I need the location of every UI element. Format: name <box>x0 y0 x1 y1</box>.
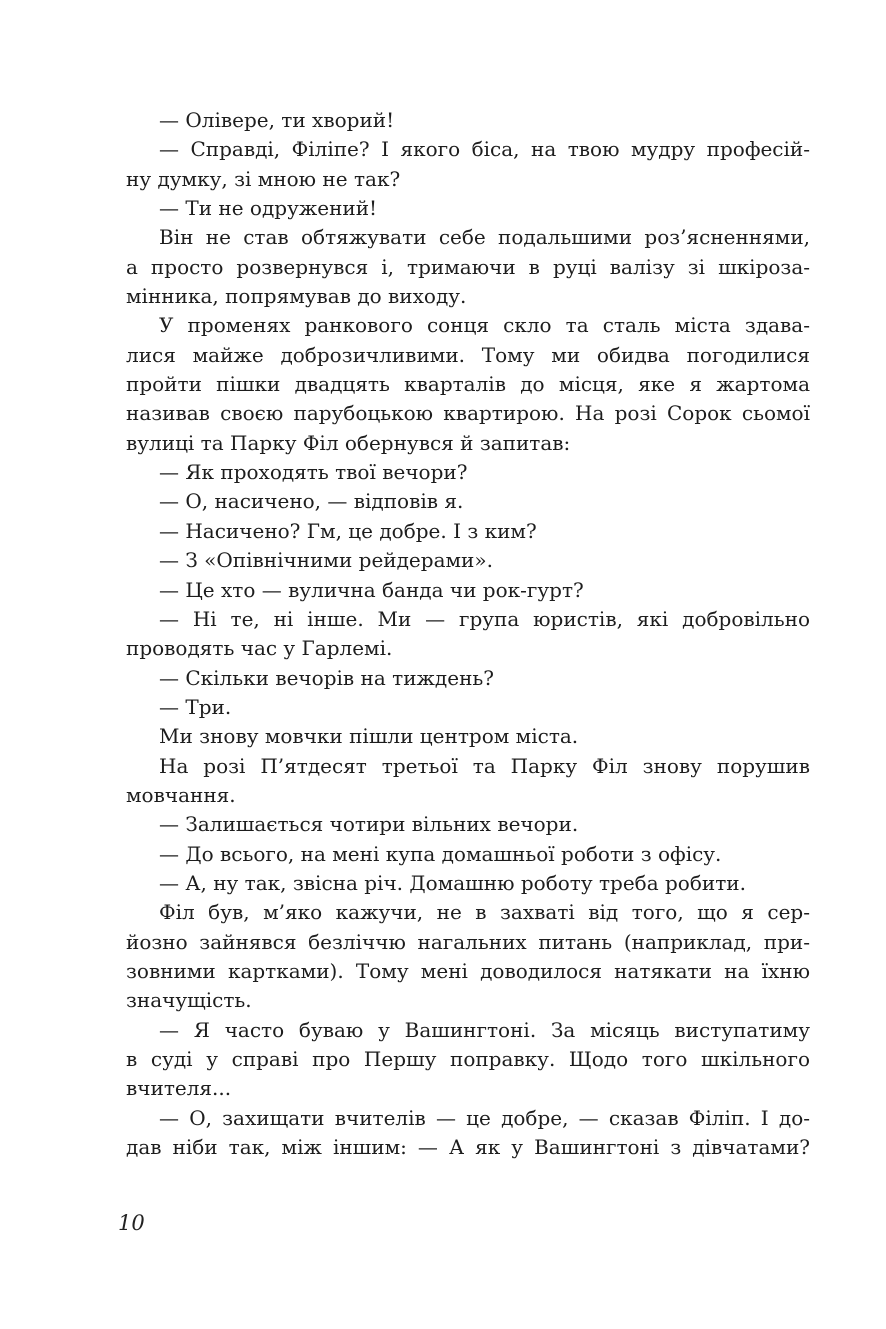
text-line: мінника, попрямував до виходу. <box>126 284 467 309</box>
text-column <box>126 106 810 1162</box>
text-line: вулиці та Парку Філ обернувся й запитав: <box>126 430 571 455</box>
page-number: 10 <box>118 1211 145 1235</box>
text-line: значущість. <box>126 988 252 1013</box>
text-line: — Це хто — вулична банда чи рок-гурт? <box>159 577 584 602</box>
text-line: Він не став обтяжувати себе подальшими роз’ясненнями, <box>159 225 810 250</box>
text-line: Ми знову мовчки пішли центром міста. <box>159 724 579 749</box>
text-line: — Олівере, ти хворий! <box>159 108 395 132</box>
text-line: називав своєю парубоцькою квартирою. На розі Сорок сьомої <box>126 401 810 426</box>
text-line: йозно зайнявся безліччю нагальних питань (наприклад, при- <box>126 929 810 954</box>
text-line: — З «Опівнічними рейдерами». <box>159 548 493 573</box>
text-line: ну думку, зі мною не так? <box>126 166 401 191</box>
text-line: — О, захищати вчителів — це добре, — сказав Філіп. І до- <box>159 1105 810 1130</box>
text-line: в суді у справі про Першу поправку. Щодо того шкільного <box>126 1047 810 1071</box>
text-line: — Три. <box>159 694 232 719</box>
text-line: а просто розвернувся і, тримаючи в руці валізу зі шкіроза- <box>126 254 810 279</box>
text-line: дав ніби так, між іншим: — А як у Вашингтоні з дівчатами? <box>126 1135 810 1160</box>
text-line: Філ був, м’яко кажучи, не в захваті від того, що я сер- <box>159 900 810 925</box>
text-line: У променях ранкового сонця скло та сталь міста здава- <box>159 313 810 338</box>
text-line: лися майже доброзичливими. Тому ми обидва погодилися <box>126 342 810 367</box>
text-line: вчителя... <box>126 1076 232 1101</box>
text-line: проводять час у Гарлемі. <box>126 636 393 661</box>
text-line: пройти пішки двадцять кварталів до місця, яке я жартома <box>126 372 810 397</box>
text-line: На розі П’ятдесят третьої та Парку Філ знову порушив <box>159 753 810 778</box>
text-line: — Ти не одружений! <box>159 196 378 221</box>
text-line: — Насичено? Гм, це добре. І з ким? <box>159 518 537 543</box>
text-line: — А, ну так, звісна річ. Домашню роботу треба робити. <box>159 870 746 895</box>
text-line: — Залишається чотири вільних вечори. <box>159 812 579 837</box>
text-line: мовчання. <box>126 782 236 807</box>
text-line: — О, насичено, — відповів я. <box>159 489 464 514</box>
text-line: — Справді, Філіпе? І якого біса, на твою мудру професій- <box>159 137 810 162</box>
text-line: — Скільки вечорів на тиждень? <box>159 665 495 690</box>
text-line: — Як проходять твої вечори? <box>159 460 468 485</box>
text-line: — До всього, на мені купа домашньої роботи з офісу. <box>159 841 722 866</box>
text-line: — Я часто буваю у Вашингтоні. За місяць виступатиму <box>159 1017 810 1042</box>
text-line: — Ні те, ні інше. Ми — група юристів, які добровільно <box>159 606 810 631</box>
text-line: зовними картками). Тому мені доводилося натякати на їхню <box>126 958 810 983</box>
